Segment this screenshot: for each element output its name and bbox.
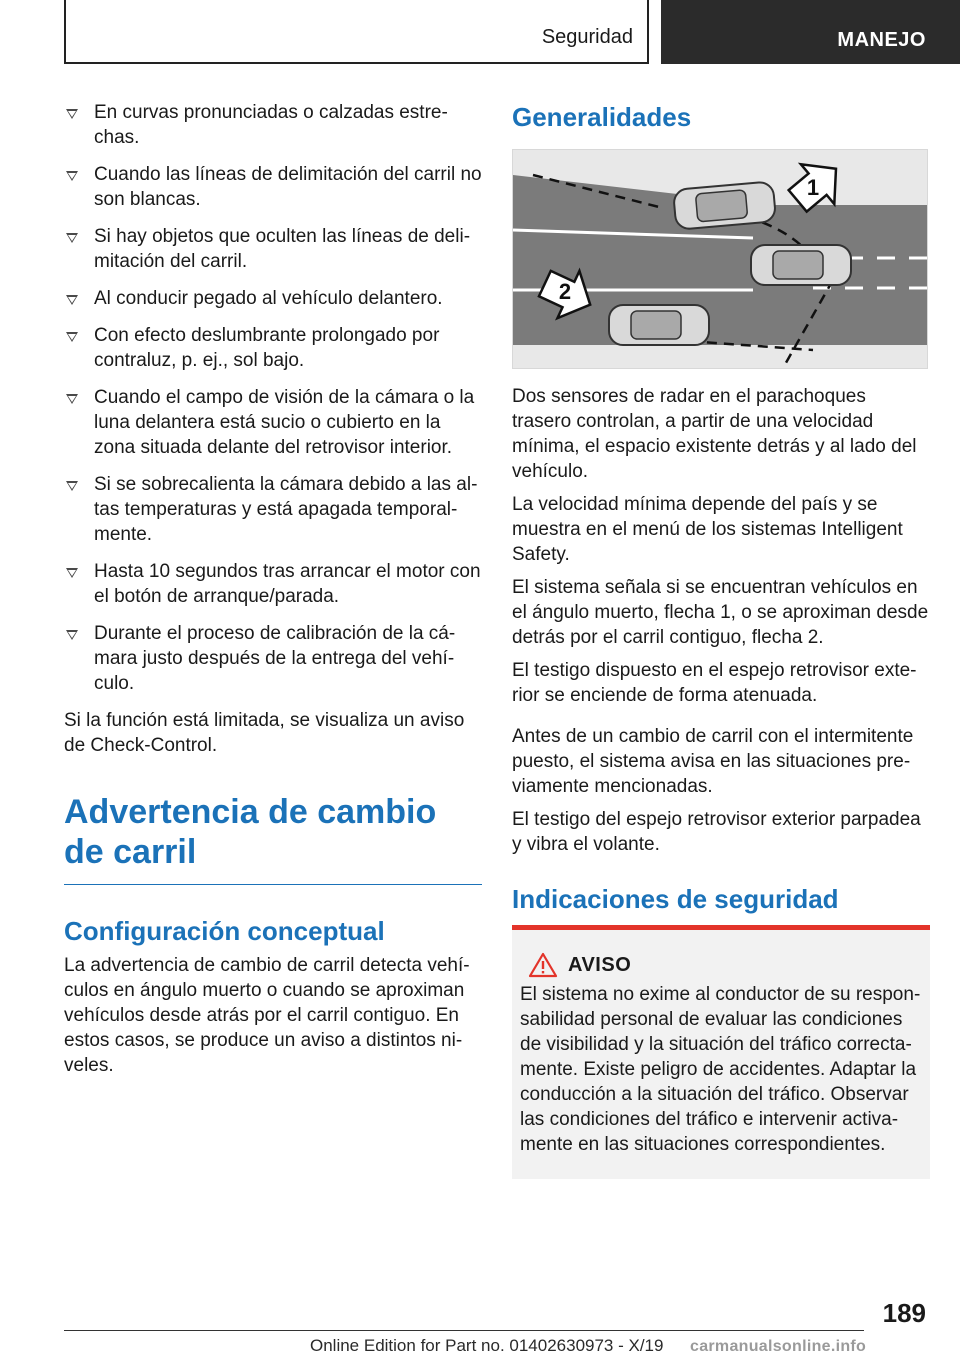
lane-change-illustration xyxy=(512,149,928,369)
triangle-bullet-icon xyxy=(66,109,78,119)
triangle-bullet-icon xyxy=(66,394,78,404)
limitation-list xyxy=(64,100,482,696)
triangle-bullet-icon xyxy=(66,233,78,243)
page-number: 189 xyxy=(882,1298,926,1328)
paragraph: El testigo del espejo retrovisor exterior parpadea y vibra el volante. xyxy=(512,809,921,855)
main-heading: Advertencia de cambio de carril xyxy=(64,792,482,885)
concept-text: La advertencia de cambio de carril detecta vehículos en ángulo muerto o cuando se aproximan vehículos desde atrás por el carril contiguo. En estos casos, se produce un aviso a distintos niveles. xyxy=(64,955,470,1076)
list-item: Si se sobrecalienta la cámara debido a las altas temperaturas y está apagada temporalmente. xyxy=(64,472,482,547)
paragraph: El testigo dispuesto en el espejo retrovisor exterior se enciende de forma atenuada. xyxy=(512,660,917,706)
list-item: Con efecto deslumbrante prolongado por contraluz, p. ej., sol bajo. xyxy=(64,323,482,373)
header-chapter-title: MANEJO xyxy=(837,29,926,51)
concept-heading: Configuración conceptual xyxy=(64,916,385,946)
warning-triangle-icon xyxy=(528,952,558,978)
footer-divider xyxy=(64,1330,864,1331)
warning-box xyxy=(512,925,930,1179)
arrow-2-label: 2 xyxy=(558,279,572,304)
limitation-note: Si la función está limitada, se visualiza un aviso de Check-Control. xyxy=(64,710,465,756)
warning-text: El sistema no exime al conductor de su responsabilidad personal de evaluar las condiciones de visibilidad y la situación del tráfico correctamente. Existe peligro de accidentes. Adaptar la conducción a la situación del tráfico. Observar las condiciones del tráfico e intervenir activamente en las situaciones correspondientes. xyxy=(520,984,921,1155)
footer-watermark: carmanualsonline.info xyxy=(690,1338,867,1355)
paragraph: Antes de un cambio de carril con el intermitente puesto, el sistema avisa en las situaciones previamente mencionadas. xyxy=(512,726,914,797)
header-chapter-tab xyxy=(661,0,960,64)
general-heading: Generalidades xyxy=(512,102,692,132)
paragraph: Dos sensores de radar en el parachoques trasero controlan, a partir de una velocidad mínima, el espacio existente detrás y al lado del vehículo. xyxy=(512,386,917,482)
warning-title: AVISO xyxy=(568,953,632,976)
list-item: Cuando las líneas de delimitación del carril no son blancas. xyxy=(64,162,482,212)
right-column xyxy=(512,100,930,1179)
list-item: Si hay objetos que oculten las líneas de delimitación del carril. xyxy=(64,224,482,274)
safety-heading: Indicaciones de seguridad xyxy=(512,884,839,914)
footer-edition: Online Edition for Part no. 01402630973 - X/19 xyxy=(310,1336,664,1355)
arrow-1-label: 1 xyxy=(806,175,820,200)
triangle-bullet-icon xyxy=(66,171,78,181)
triangle-bullet-icon xyxy=(66,332,78,342)
car-icon xyxy=(609,305,709,345)
list-item: Cuando el campo de visión de la cámara o la luna delantera está sucio o cubierto en la zona situada delante del retrovisor interior. xyxy=(64,385,482,460)
list-item: En curvas pronunciadas o calzadas estrechas. xyxy=(64,100,482,150)
paragraph: La velocidad mínima depende del país y se muestra en el menú de los sistemas Intelligent Safety. xyxy=(512,494,903,565)
triangle-bullet-icon xyxy=(66,630,78,640)
road-diagram xyxy=(513,150,927,368)
list-item: Al conducir pegado al vehículo delantero. xyxy=(64,286,482,311)
triangle-bullet-icon xyxy=(66,568,78,578)
triangle-bullet-icon xyxy=(66,295,78,305)
triangle-bullet-icon xyxy=(66,481,78,491)
header-section-title: Seguridad xyxy=(541,26,633,48)
car-icon xyxy=(751,245,851,285)
list-item: Hasta 10 segundos tras arrancar el motor con el botón de arranque/parada. xyxy=(64,559,482,609)
paragraph: El sistema señala si se encuentran vehículos en el ángulo muerto, flecha 1, o se aproximan desde detrás por el carril contiguo, flecha 2. xyxy=(512,577,929,648)
header-frame xyxy=(64,0,649,64)
warning-header xyxy=(520,952,922,978)
left-column xyxy=(64,100,482,1088)
list-item: Durante el proceso de calibración de la cámara justo después de la entrega del vehículo. xyxy=(64,621,482,696)
car-icon xyxy=(673,181,776,230)
general-text xyxy=(512,384,930,857)
